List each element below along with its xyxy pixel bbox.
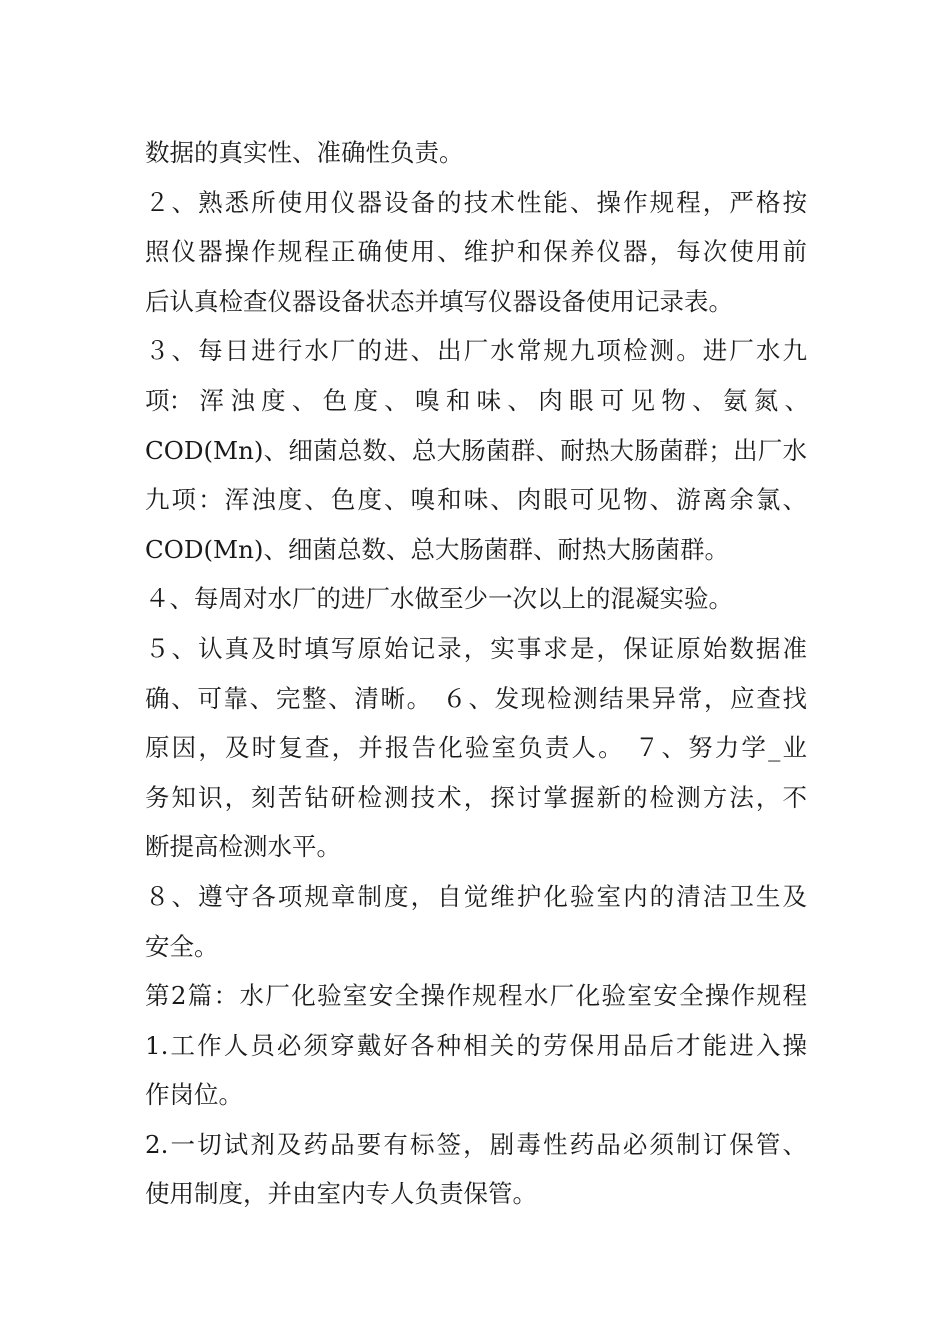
text-line: ５、认真及时填写原始记录，实事求是，保证原始数据准: [145, 633, 807, 663]
text-line: ８、遵守各项规章制度，自觉维护化验室内的清洁卫生及: [145, 881, 807, 911]
text-line: 断提高检测水平。: [145, 832, 341, 862]
section-heading: 第2篇：水厂化验室安全操作规程水厂化验室安全操作规程: [145, 981, 807, 1011]
text-line: ４、每周对水厂的进厂水做至少一次以上的混凝实验。: [145, 584, 733, 614]
text-line: 项： 浑 浊 度 、 色 度 、 嗅 和 味 、 肉 眼 可 见 物 、 氨 氮 、: [145, 385, 809, 415]
text-line: 2.一切试剂及药品要有标签，剧毒性药品必须制订保管、: [145, 1129, 807, 1159]
text-line: 照仪器操作规程正确使用、维护和保养仪器，每次使用前: [145, 237, 807, 267]
text-line: 后认真检查仪器设备状态并填写仪器设备使用记录表。: [145, 286, 733, 316]
text-line: COD(Mn)、细菌总数、总大肠菌群、耐热大肠菌群。: [145, 534, 729, 564]
text-line: 原因，及时复查，并报告化验室负责人。 ７、努力学_业: [145, 733, 807, 763]
text-line: 作岗位。: [145, 1080, 243, 1110]
text-line: ３、每日进行水厂的进、出厂水常规九项检测。进厂水九: [145, 336, 807, 366]
text-line: 数据的真实性、准确性负责。: [145, 138, 464, 167]
body-text: [145, 128, 807, 1219]
text-line: COD(Mn)、细菌总数、总大肠菌群、耐热大肠菌群；出厂水: [145, 435, 807, 465]
text-line: 九项：浑浊度、色度、嗅和味、肉眼可见物、游离余氯、: [145, 485, 807, 515]
text-line: ２、熟悉所使用仪器设备的技术性能、操作规程，严格按: [145, 187, 807, 217]
text-line: 确、可靠、完整、清晰。 ６、发现检测结果异常，应查找: [145, 683, 807, 713]
text-line: 务知识，刻苦钻研检测技术，探讨掌握新的检测方法，不: [145, 782, 807, 812]
text-line: 安全。: [145, 931, 219, 961]
text-line: 1.工作人员必须穿戴好各种相关的劳保用品后才能进入操: [145, 1030, 807, 1060]
text-line: 使用制度，并由室内专人负责保管。: [145, 1179, 537, 1209]
